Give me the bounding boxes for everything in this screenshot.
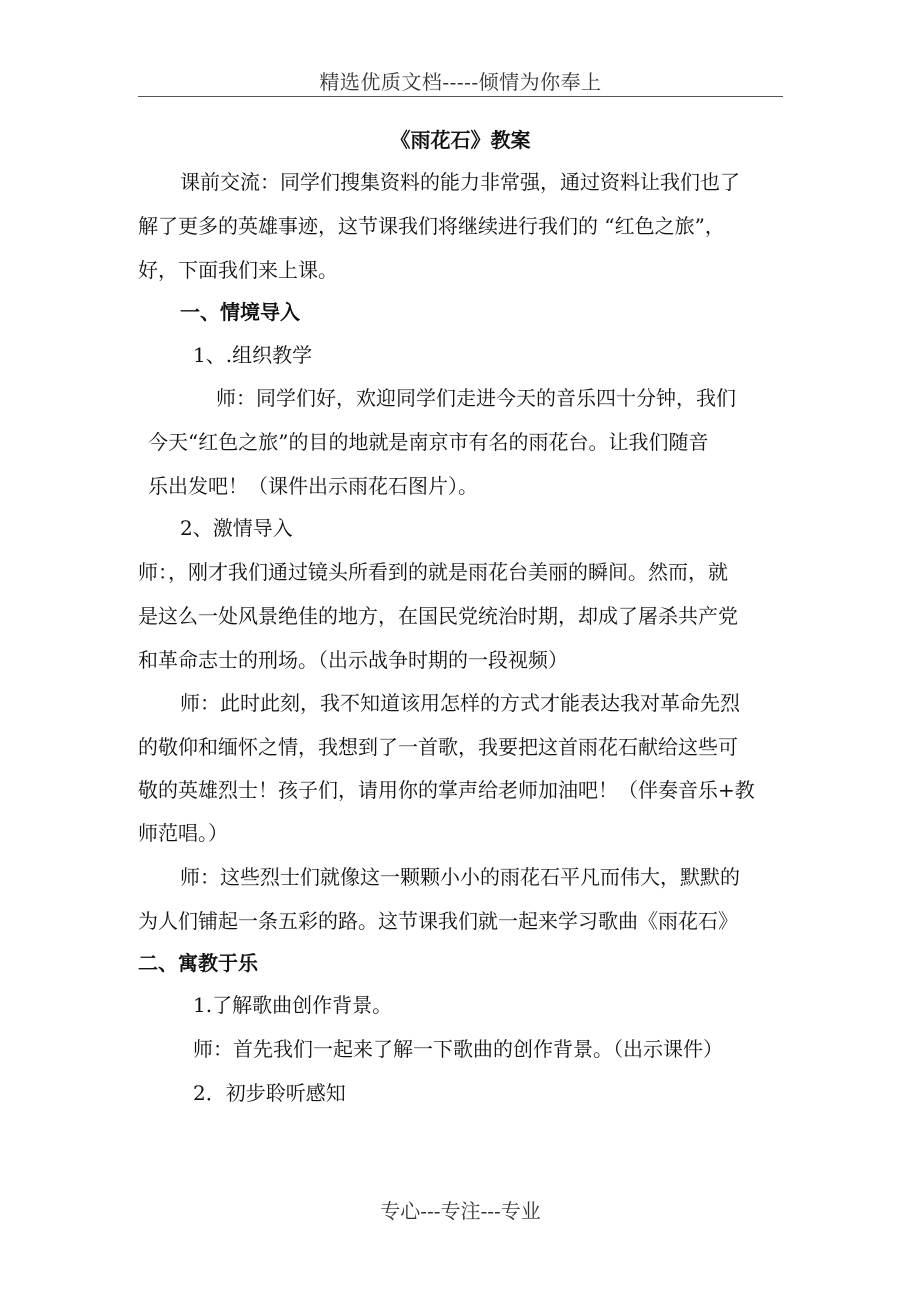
section-heading: 一、情境导入 <box>180 300 300 324</box>
section-heading: 二、寓教于乐 <box>138 951 258 975</box>
paragraph-line: 师范唱。） <box>138 821 228 845</box>
paragraph-line: 师：，刚才我们通过镜头所看到的就是雨花台美丽的瞬间。然而，就 <box>138 560 728 584</box>
subsection-heading: 1.了解歌曲创作背景。 <box>193 993 393 1017</box>
paragraph-line: 师：此时此刻，我不知道该用怎样的方式才能表达我对革命先烈 <box>180 691 740 715</box>
paragraph-line: 师：这些烈士们就像这一颗颗小小的雨花石平凡而伟大，默默的 <box>180 865 740 889</box>
paragraph-line: 为人们铺起一条五彩的路。这节课我们就一起来学习歌曲《雨花石》 <box>138 909 738 933</box>
subsection-heading: 1、.组织教学 <box>193 343 313 367</box>
paragraph-line: 师：首先我们一起来了解一下歌曲的创作背景。（出示课件） <box>193 1037 723 1061</box>
page-header: 精选优质文档-----倾情为你奉上 <box>319 70 602 94</box>
document-title: 《雨花石》教案 <box>390 128 531 152</box>
paragraph-line: 敬的英雄烈士！孩子们，请用你的掌声给老师加油吧！（伴奏音乐+教 <box>138 778 755 802</box>
paragraph-line: 和革命志士的刑场。（出示战争时期的一段视频） <box>138 648 568 672</box>
paragraph-line: 乐出发吧！（课件出示雨花石图片）。 <box>148 474 478 498</box>
paragraph-line: 师：同学们好，欢迎同学们走进今天的音乐四十分钟，我们 <box>216 386 736 410</box>
page-footer: 专心---专注---专业 <box>380 1199 541 1223</box>
subsection-heading: 2．初步聆听感知 <box>193 1081 346 1105</box>
subsection-heading: 2、激情导入 <box>180 516 293 540</box>
paragraph-line: 解了更多的英雄事迹，这节课我们将继续进行我们的 “红色之旅”， <box>138 214 725 238</box>
paragraph-line: 的敬仰和缅怀之情，我想到了一首歌，我要把这首雨花石献给这些可 <box>138 735 738 759</box>
paragraph-line: 课前交流：同学们搜集资料的能力非常强，通过资料让我们也了 <box>180 170 740 194</box>
header-divider <box>138 96 783 97</box>
paragraph-line: 今天“红色之旅”的目的地就是南京市有名的雨花台。让我们随音 <box>148 430 709 454</box>
paragraph-line: 好，下面我们来上课。 <box>138 258 338 282</box>
paragraph-line: 是这么一处风景绝佳的地方，在国民党统治时期，却成了屠杀共产党 <box>138 604 738 628</box>
